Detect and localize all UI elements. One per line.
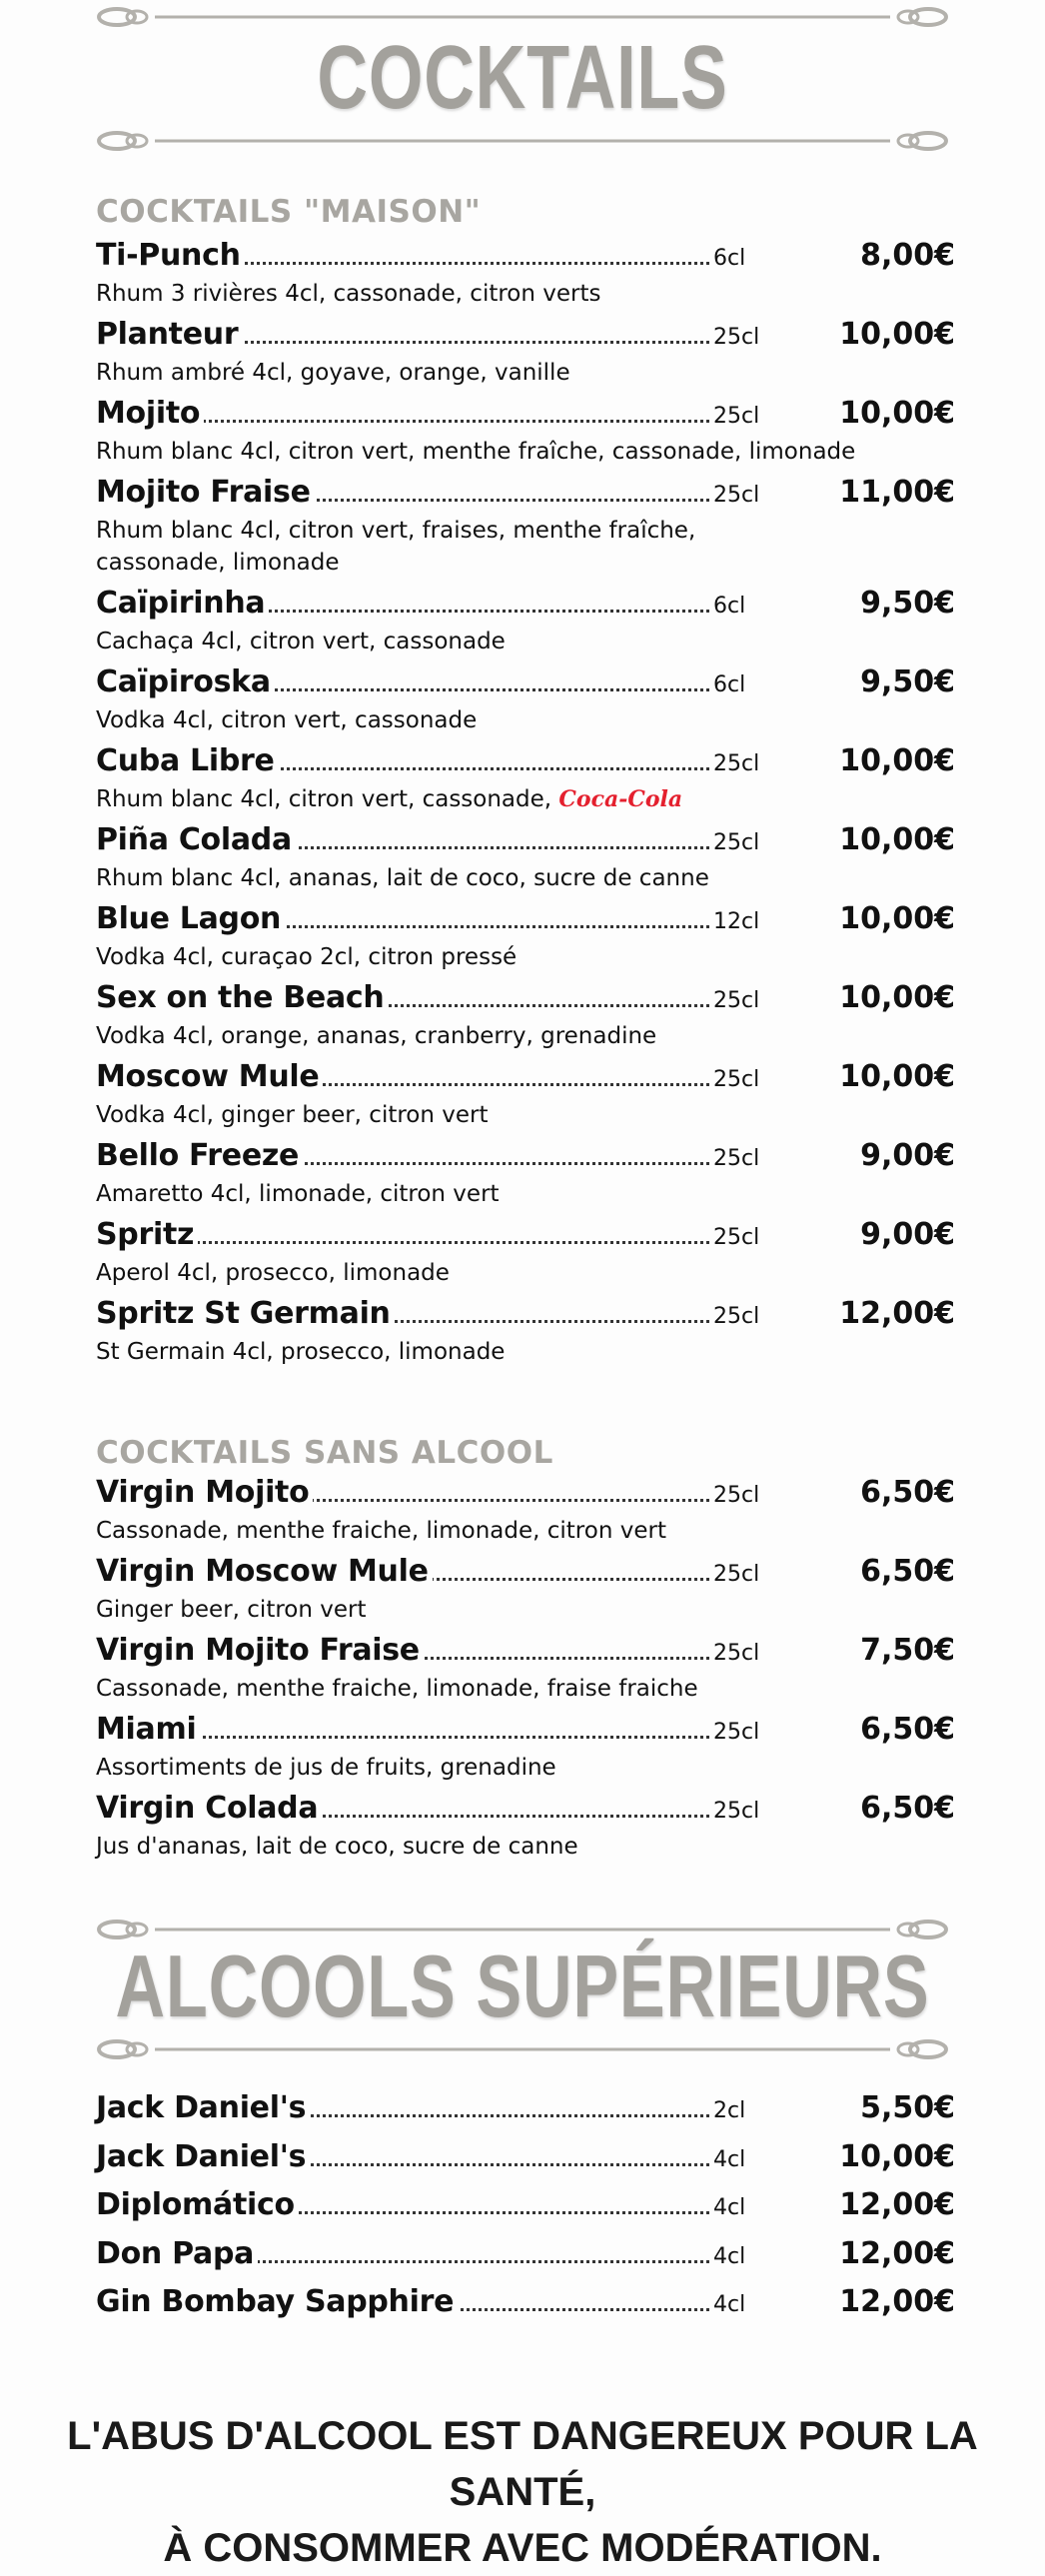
item-volume: 6cl [709,594,745,619]
menu-item [96,475,955,579]
section-heading-sans-alcool: COCKTAILS SANS ALCOOL [96,1435,553,1471]
section-heading-maison: COCKTAILS "MAISON" [96,194,482,230]
menu-item-row [96,396,955,436]
item-price: 10,00€ [839,980,955,1015]
item-price: 6,50€ [860,1791,955,1826]
top-ornament [95,6,950,28]
item-description-text: Rhum blanc 4cl, citron vert, cassonade, [96,786,552,812]
menu-item-row [96,1059,955,1099]
item-name: Mojito [96,396,204,431]
item-name: Planteur [96,317,242,352]
item-price: 10,00€ [839,396,955,431]
item-price: 10,00€ [839,901,955,936]
item-price: 10,00€ [839,743,955,778]
item-description [96,783,955,815]
item-price: 12,00€ [839,1296,955,1331]
item-name: Caïpirinha [96,586,269,621]
item-name: Sex on the Beach [96,980,388,1015]
item-price: 10,00€ [839,317,955,352]
menu-item [96,901,955,973]
item-description-text: Cachaça 4cl, citron vert, cassonade [96,629,506,654]
menu-item-row [96,1217,955,1257]
item-price: 11,00€ [839,475,955,510]
item-description [96,515,955,579]
alcools-ornament-bottom [95,2038,950,2060]
item-price: 10,00€ [839,2138,955,2174]
item-price: 8,00€ [860,238,955,273]
menu-item-row [96,1296,955,1336]
item-description [96,357,955,389]
item-price: 6,50€ [860,1554,955,1589]
item-price: 12,00€ [839,2187,955,2222]
item-price: 5,50€ [860,2090,955,2125]
menu-item-row [96,1554,955,1594]
item-description-text: Rhum blanc 4cl, citron vert, fraises, menthe fraîche, cassonade, limonade [96,518,696,576]
item-volume: 25cl [709,1799,759,1824]
item-price: 6,50€ [860,1475,955,1510]
menu-item-row [96,475,955,515]
item-volume: 6cl [709,672,745,697]
item-description [96,1336,955,1368]
item-volume: 25cl [709,1225,759,1250]
item-volume: 2cl [709,2098,745,2123]
menu-item [96,1138,955,1210]
item-description-text: Cassonade, menthe fraiche, limonade, citron vert [96,1518,666,1544]
item-name: Don Papa [96,2236,258,2271]
item-description [96,704,955,736]
item-volume: 25cl [709,1067,759,1092]
item-volume: 12cl [709,909,759,934]
menu-item-row [96,2284,955,2324]
item-name: Miami [96,1712,200,1747]
item-description-text: Vodka 4cl, ginger beer, citron vert [96,1102,489,1128]
item-price: 9,50€ [860,586,955,621]
menu-item [96,2090,955,2130]
item-price: 7,50€ [860,1633,955,1668]
item-description [96,626,955,657]
item-volume: 25cl [709,830,759,855]
menu-item-row [96,586,955,626]
item-name: Ti-Punch [96,238,245,273]
cocktails-title: COCKTAILS [317,28,728,128]
menu-item [96,1296,955,1368]
item-name: Virgin Mojito [96,1475,313,1510]
item-description-text: Rhum ambré 4cl, goyave, orange, vanille [96,360,570,386]
item-description [96,278,955,310]
item-description [96,1515,955,1547]
item-description-text: Ginger beer, citron vert [96,1597,367,1623]
health-warning-line2: À CONSOMMER AVEC MODÉRATION. [163,2526,882,2570]
item-volume: 25cl [709,1641,759,1666]
health-warning [0,2408,1045,2576]
item-volume: 25cl [709,1720,759,1745]
menu-item-row [96,238,955,278]
item-name: Piña Colada [96,822,296,857]
item-volume: 25cl [709,325,759,350]
menu-item [96,1475,955,1547]
item-name: Jack Daniel's [96,2139,310,2174]
item-name: Jack Daniel's [96,2090,310,2125]
item-description [96,862,955,894]
menu-item [96,2284,955,2324]
menu-item-row [96,1791,955,1831]
health-warning-line1: L'ABUS D'ALCOOL EST DANGEREUX POUR LA SANTÉ, [67,2414,978,2514]
item-description-text: Rhum blanc 4cl, ananas, lait de coco, sucre de canne [96,865,709,891]
item-description [96,1099,955,1131]
alcools-title: ALCOOLS SUPÉRIEURS [115,1936,930,2035]
item-description-text: Assortiments de jus de fruits, grenadine [96,1755,556,1781]
item-price: 10,00€ [839,1059,955,1094]
item-volume: 4cl [709,2147,745,2172]
menu-item [96,980,955,1052]
item-price: 10,00€ [839,822,955,857]
item-description [96,941,955,973]
menu-item-row [96,1633,955,1673]
item-name: Gin Bombay Sapphire [96,2284,458,2319]
item-volume: 25cl [709,1562,759,1587]
item-volume: 6cl [709,246,745,271]
menu-item-row [96,1712,955,1752]
menu-item-row [96,317,955,357]
menu-item [96,396,955,468]
item-name: Virgin Mojito Fraise [96,1633,424,1668]
menu-item [96,586,955,657]
item-description [96,1752,955,1784]
item-description [96,1673,955,1705]
item-description [96,436,955,468]
item-volume: 25cl [709,1146,759,1171]
item-description-text: Amaretto 4cl, limonade, citron vert [96,1181,500,1207]
item-volume: 25cl [709,988,759,1013]
item-description [96,1020,955,1052]
menu-item [96,1633,955,1705]
menu-item [96,2187,955,2227]
menu-item-row [96,1475,955,1515]
menu-item [96,1791,955,1863]
menu-item [96,743,955,815]
item-description [96,1831,955,1863]
item-description-text: Vodka 4cl, citron vert, cassonade [96,707,478,733]
item-name: Moscow Mule [96,1059,323,1094]
item-name: Spritz [96,1217,198,1252]
item-price: 9,50€ [860,664,955,699]
menu-item [96,1217,955,1289]
item-volume: 25cl [709,1304,759,1329]
menu-item-row [96,2236,955,2276]
menu-item [96,1712,955,1784]
menu-item-row [96,2139,955,2179]
menu-item [96,664,955,736]
menu-item [96,238,955,310]
cocktails-ornament-bottom [95,130,950,152]
item-name: Caïpiroska [96,664,275,699]
menu-item [96,1059,955,1131]
item-volume: 25cl [709,751,759,776]
menu-item [96,822,955,894]
menu-item-row [96,2187,955,2227]
item-price: 6,50€ [860,1712,955,1747]
menu-item-row [96,664,955,704]
item-description [96,1594,955,1626]
menu-item-row [96,901,955,941]
item-volume: 25cl [709,483,759,508]
item-description [96,1257,955,1289]
menu-item-row [96,980,955,1020]
item-price: 9,00€ [860,1138,955,1173]
item-description [96,1178,955,1210]
item-description-text: Rhum 3 rivières 4cl, cassonade, citron verts [96,281,601,307]
item-name: Virgin Colada [96,1791,322,1826]
coca-cola-logo: Coca-Cola [558,786,683,812]
item-name: Virgin Moscow Mule [96,1554,433,1589]
item-description-text: Rhum blanc 4cl, citron vert, menthe fraîche, cassonade, limonade [96,439,856,465]
item-name: Blue Lagon [96,901,285,936]
menu-item [96,317,955,389]
menu-item [96,2236,955,2276]
item-description-text: St Germain 4cl, prosecco, limonade [96,1339,506,1365]
item-description-text: Aperol 4cl, prosecco, limonade [96,1260,450,1286]
menu-item-row [96,743,955,783]
item-volume: 4cl [709,2195,745,2220]
item-name: Mojito Fraise [96,475,315,510]
menu-item [96,1554,955,1626]
item-price: 9,00€ [860,1217,955,1252]
item-name: Diplomático [96,2187,299,2222]
item-description-text: Vodka 4cl, curaçao 2cl, citron pressé [96,944,518,970]
item-volume: 4cl [709,2244,745,2269]
item-volume: 25cl [709,1483,759,1508]
menu-item-row [96,1138,955,1178]
item-name: Cuba Libre [96,743,279,778]
item-description-text: Vodka 4cl, orange, ananas, cranberry, grenadine [96,1023,657,1049]
item-description-text: Jus d'ananas, lait de coco, sucre de canne [96,1834,578,1860]
menu-item-row [96,822,955,862]
item-price: 12,00€ [839,2235,955,2271]
menu-item [96,2139,955,2179]
item-name: Bello Freeze [96,1138,303,1173]
item-volume: 25cl [709,404,759,429]
item-price: 12,00€ [839,2284,955,2319]
menu-item-row [96,2090,955,2130]
item-volume: 4cl [709,2292,745,2317]
item-name: Spritz St Germain [96,1296,395,1331]
item-description-text: Cassonade, menthe fraiche, limonade, fraise fraiche [96,1676,698,1702]
